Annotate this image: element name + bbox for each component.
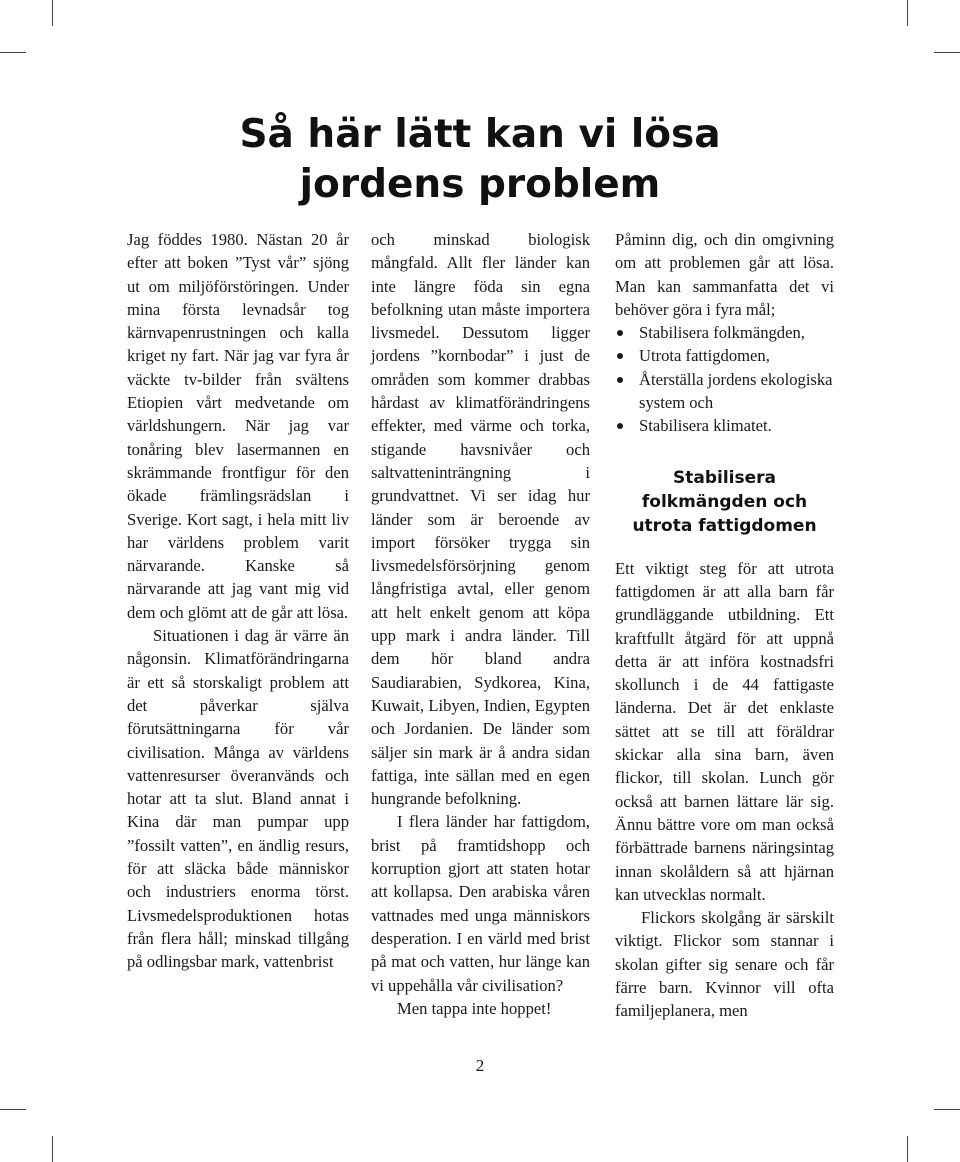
list-item xyxy=(615,414,834,437)
crop-mark-left-top xyxy=(0,52,26,53)
crop-mark-bottom-left xyxy=(52,1136,53,1162)
bullet-icon xyxy=(617,353,623,359)
column-1-paragraph-2: Situationen i dag är värre än någonsin. Klimatförändringarna är ett så storskaligt problem att det påverkar själva förutsättningarna för vår civilisation. Många av världens vattenresurser överanvänds och hotar att ta slut. Bland annat i Kina där man pumpar upp ”fossilt vatten”, en ändlig resurs, för att släcka både människor och industriers enorma törst. Livsmedelsproduktionen hotas från flera håll; minskad tillgång på odlingsbar mark, vattenbrist xyxy=(127,626,349,972)
column-3-paragraph-3: Flickors skolgång är särskilt viktigt. Flickor som stannar i skolan gifter sig senare och får färre barn. Kvinnor vill ofta familjeplanera, men xyxy=(615,908,834,1021)
bullet-icon xyxy=(617,377,623,383)
bullet-icon xyxy=(617,423,623,429)
crop-mark-left-bottom xyxy=(0,1109,26,1110)
column-2 xyxy=(371,228,590,1020)
crop-mark-bottom-right xyxy=(907,1136,908,1162)
list-item-text: Återställa jordens ekologiska system och xyxy=(639,369,833,413)
list-item-text: Utrota fattigdomen, xyxy=(639,346,770,366)
list-item-text: Stabilisera folkmängden, xyxy=(639,323,805,343)
column-2-paragraph-1: och minskad biologisk mångfald. Allt fler länder kan inte längre föda sin egna befolkning utan måste importera livsmedel. Dessutom ligger jordens ”kornbodar” i just de områden som kommer drabbas hårdast av klimatförändringens effekter, med värme och torka, stigande havsnivåer och saltvatteninträngning i grundvattnet. Vi ser idag hur länder som är beroende av import försöker trygga sin livsmedelsförsörjning genom långfristiga avtal, eller genom att helt enkelt genom att köpa upp mark i andra länder. Till dem hör bland andra Saudiarabien, Sydkorea, Kina, Kuwait, Libyen, Indien, Egypten och Jordanien. De länder som säljer sin mark är å andra sidan fattiga, inte sällan med en egen hungrande befolkning. xyxy=(371,230,590,809)
list-item xyxy=(615,321,834,344)
column-3-paragraph-1: Påminn dig, och din omgivning om att problemen går att lösa. Man kan sammanfatta det vi behöver göra i fyra mål; xyxy=(615,230,834,319)
column-3-paragraph-2: Ett viktigt steg för att utrota fattigdomen är att alla barn får grundläggande utbildning. Ett kraftfullt åtgärd för att uppnå detta är att införa kostnadsfri skollunch i de 44 fattigaste länderna. Det är det enklaste sättet att se till att föräldrar skickar alla sina barn, även flickor, till skolan. Lunch gör också att barnen lättare lär sig. Ännu bättre vore om man också förbättrade barnens näringsintag innan skolåldern så att hjärnan kan utvecklas normalt. xyxy=(615,558,834,904)
column-3 xyxy=(615,228,834,1023)
list-item-text: Stabilisera klimatet. xyxy=(639,416,772,436)
column-2-paragraph-3: Men tappa inte hoppet! xyxy=(397,998,552,1018)
column-1-paragraph-1: Jag föddes 1980. Nästan 20 år efter att boken ”Tyst vår” sjöng ut om miljöförstöringen. Under mina första levnadsår tog kärnvapenrustningen och kalla kriget ny fart. När jag var fyra år väckte tv-bilder från svältens Etiopien vårt medvetande om världshungern. När jag var tonåring blev lasermannen en skrämmande frontfigur för den ökade främlingsrädslan i Sverige. Kort sagt, i hela mitt liv har världens problem varit närvarande. Kanske så närvarande att jag vant mig vid dem och glömt att de går att lösa. xyxy=(127,230,349,622)
column-1 xyxy=(127,228,349,974)
crop-mark-right-top xyxy=(934,52,960,53)
list-item xyxy=(615,368,834,415)
page-number: 2 xyxy=(475,1056,485,1075)
page-title: Så här lätt kan vi lösa jordens problem xyxy=(239,112,721,207)
column-2-paragraph-2: I flera länder har fattigdom, brist på framtidshopp och korruption gjort att staten hotar att kollapsa. Den arabiska våren vattnades med unga människors desperation. I en värld med brist på mat och vatten, hur länge kan vi uppehålla vår civilisation? xyxy=(371,812,590,995)
bullet-icon xyxy=(617,330,623,336)
crop-mark-right-bottom xyxy=(934,1109,960,1110)
crop-mark-top-left xyxy=(52,0,53,26)
list-item xyxy=(615,344,834,367)
section-heading: Stabilisera folkmängden och utrota fattigdomen xyxy=(632,467,817,536)
goals-list xyxy=(615,321,834,437)
crop-mark-top-right xyxy=(907,0,908,26)
